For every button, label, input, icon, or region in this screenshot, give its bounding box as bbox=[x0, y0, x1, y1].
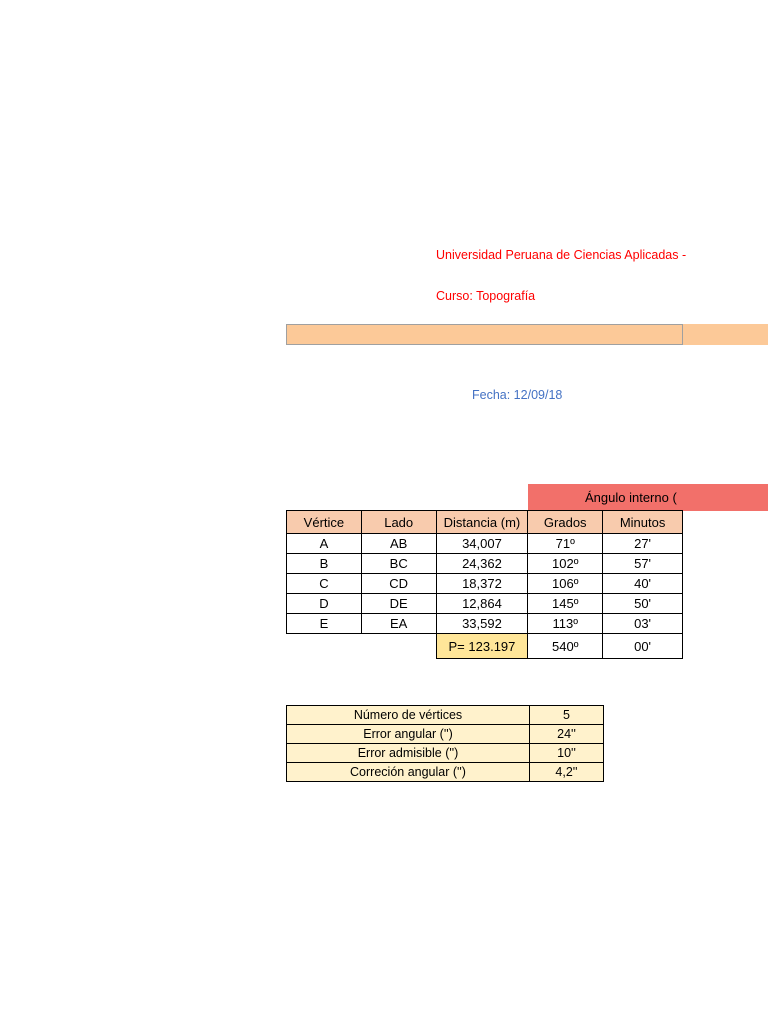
cell-vertex: D bbox=[287, 594, 362, 614]
title-band-extension bbox=[683, 324, 768, 345]
cell-side: DE bbox=[361, 594, 436, 614]
table-row bbox=[287, 574, 683, 594]
cell-side: CD bbox=[361, 574, 436, 594]
cell-degrees: 106º bbox=[528, 574, 603, 594]
col-header-minutes: Minutos bbox=[603, 511, 683, 534]
total-minutes-cell: 00' bbox=[603, 634, 683, 659]
cell-distance: 33,592 bbox=[436, 614, 528, 634]
cell-side: EA bbox=[361, 614, 436, 634]
summary-label: Error angular ('') bbox=[287, 725, 530, 744]
summary-label: Error admisible ('') bbox=[287, 744, 530, 763]
totals-row bbox=[287, 634, 683, 659]
summary-value: 10'' bbox=[530, 744, 604, 763]
summary-value: 4,2'' bbox=[530, 763, 604, 782]
table-row bbox=[287, 706, 604, 725]
cell-degrees: 113º bbox=[528, 614, 603, 634]
cell-distance: 18,372 bbox=[436, 574, 528, 594]
angle-group-header: Ángulo interno ( bbox=[528, 484, 768, 511]
table-row bbox=[287, 534, 683, 554]
cell-side: BC bbox=[361, 554, 436, 574]
table-row bbox=[287, 744, 604, 763]
summary-value: 24'' bbox=[530, 725, 604, 744]
cell-distance: 34,007 bbox=[436, 534, 528, 554]
summary-table bbox=[286, 705, 604, 782]
cell-degrees: 71º bbox=[528, 534, 603, 554]
blank-cell bbox=[287, 634, 362, 659]
cell-vertex: B bbox=[287, 554, 362, 574]
summary-label: Número de vértices bbox=[287, 706, 530, 725]
cell-degrees: 102º bbox=[528, 554, 603, 574]
table-row bbox=[287, 763, 604, 782]
col-header-distance: Distancia (m) bbox=[436, 511, 528, 534]
cell-minutes: 57' bbox=[603, 554, 683, 574]
col-header-degrees: Grados bbox=[528, 511, 603, 534]
summary-label: Correción angular ('') bbox=[287, 763, 530, 782]
table-row bbox=[287, 554, 683, 574]
cell-vertex: A bbox=[287, 534, 362, 554]
cell-degrees: 145º bbox=[528, 594, 603, 614]
cell-minutes: 27' bbox=[603, 534, 683, 554]
angle-table-header-row bbox=[287, 511, 683, 534]
cell-vertex: C bbox=[287, 574, 362, 594]
perimeter-cell: P= 123.197 bbox=[436, 634, 528, 659]
total-degrees-cell: 540º bbox=[528, 634, 603, 659]
cell-minutes: 40' bbox=[603, 574, 683, 594]
cell-distance: 24,362 bbox=[436, 554, 528, 574]
blank-cell bbox=[361, 634, 436, 659]
col-header-side: Lado bbox=[361, 511, 436, 534]
date-label: Fecha: 12/09/18 bbox=[472, 388, 563, 402]
table-row bbox=[287, 594, 683, 614]
summary-value: 5 bbox=[530, 706, 604, 725]
university-title: Universidad Peruana de Ciencias Aplicadas - bbox=[436, 248, 687, 262]
course-title: Curso: Topografía bbox=[436, 289, 536, 303]
table-row bbox=[287, 725, 604, 744]
cell-minutes: 50' bbox=[603, 594, 683, 614]
cell-side: AB bbox=[361, 534, 436, 554]
table-row bbox=[287, 614, 683, 634]
cell-minutes: 03' bbox=[603, 614, 683, 634]
cell-distance: 12,864 bbox=[436, 594, 528, 614]
cell-vertex: E bbox=[287, 614, 362, 634]
col-header-vertex: Vértice bbox=[287, 511, 362, 534]
angle-table bbox=[286, 510, 683, 659]
